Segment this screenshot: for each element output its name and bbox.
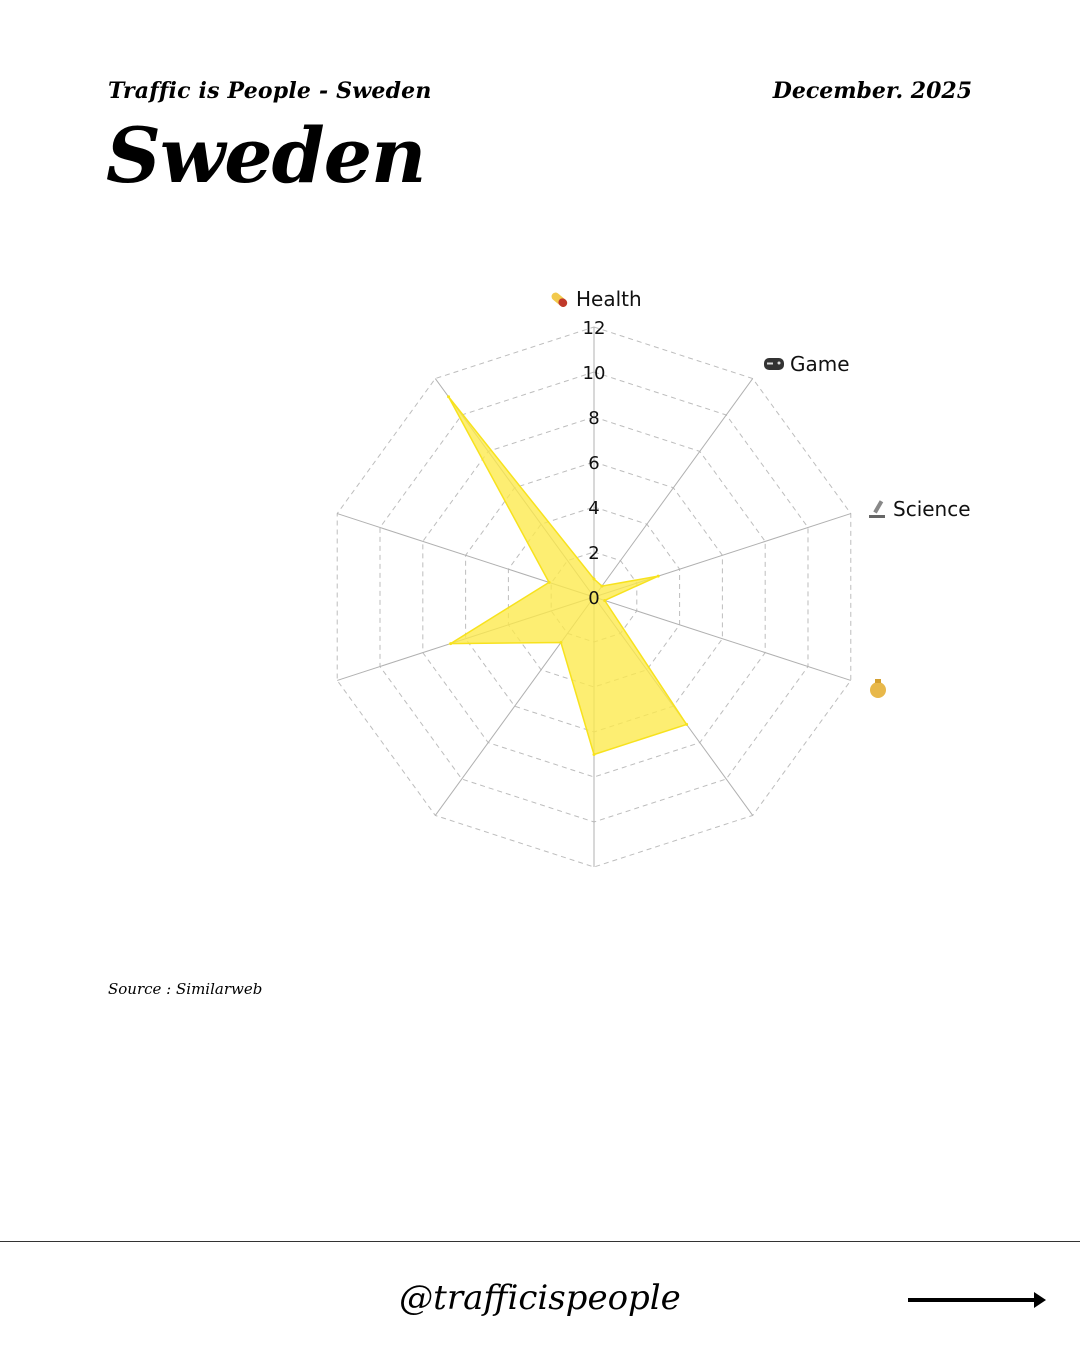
money-bag-icon <box>870 679 886 698</box>
data-point-food-and-drink <box>559 641 562 644</box>
data-point-shopping <box>593 753 596 756</box>
data-area <box>449 397 687 755</box>
data-point-game <box>600 585 603 588</box>
arrow-right-icon[interactable] <box>906 1288 1048 1312</box>
source-note: Source : Similarweb <box>108 980 263 998</box>
tick-label: 6 <box>588 453 600 474</box>
data-point-news <box>685 723 688 726</box>
tick-label: 12 <box>582 318 606 339</box>
data-point-finance <box>603 599 606 602</box>
report-date: December. 2025 <box>772 78 972 104</box>
data-point-computer-and-electronics <box>447 395 450 398</box>
series-title: Traffic is People - Sweden <box>108 78 432 104</box>
axis-label-science: Science <box>893 497 971 521</box>
page-title: Sweden <box>106 111 426 200</box>
axis-label-game: Game <box>790 352 850 376</box>
microscope-icon <box>869 500 885 518</box>
tick-label: 0 <box>588 588 600 609</box>
data-point-arts-entertainment <box>449 642 452 645</box>
tick-label: 4 <box>588 498 600 519</box>
tick-label: 2 <box>588 543 600 564</box>
tick-label: 8 <box>588 408 600 429</box>
data-point-health <box>593 578 596 581</box>
footer-divider <box>0 1241 1080 1242</box>
axis-label-health: Health <box>576 287 642 311</box>
data-point-references <box>548 581 551 584</box>
data-point-science <box>657 575 660 578</box>
social-handle[interactable]: @trafficispeople <box>399 1278 681 1318</box>
gamepad-icon <box>764 358 784 370</box>
tick-label: 10 <box>582 363 606 384</box>
grid-spoke <box>594 379 753 597</box>
pill-icon <box>550 291 569 309</box>
